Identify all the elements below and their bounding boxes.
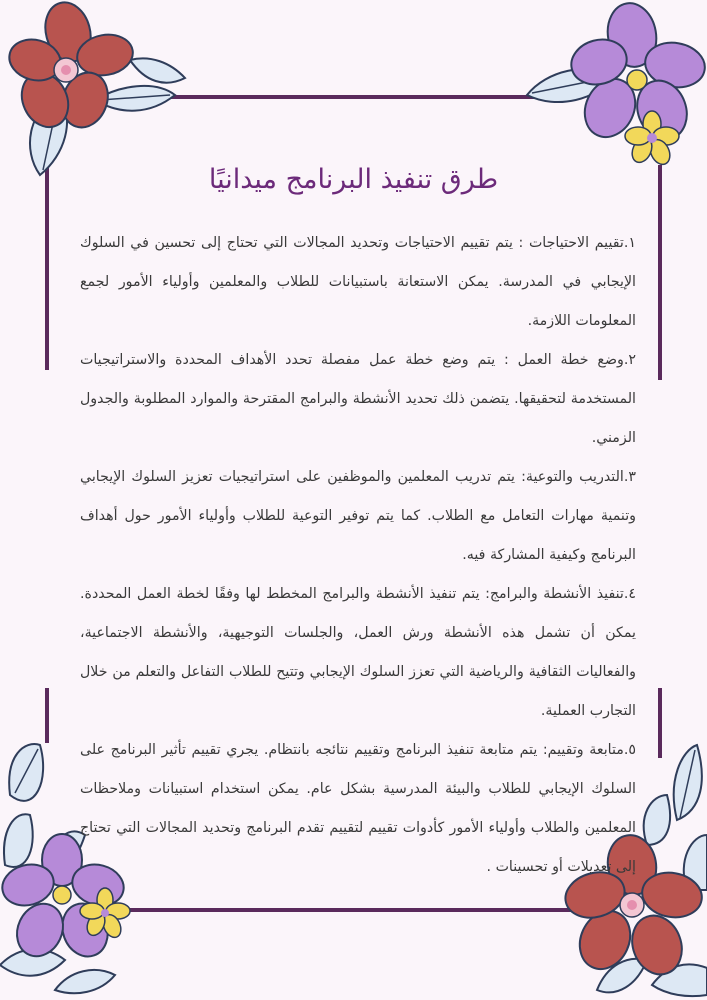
paragraph-follow-up-evaluation: ٥.متابعة وتقييم: يتم متابعة تنفيذ البرنامج وتقييم نتائجه بانتظام. يجري تقييم تأثير البرنامج على السلوك الإيجابي للطلاب والبيئة المدرسية بشكل عام. يمكن استخدام استبيانات وملاحظات المعلمين والطلاب وأولياء الأمور كأدوات تقييم لتقييم تقدم البرنامج وتحديد المجالات التي تحتاج إلى تعديلات أو تحسينات . [80, 742, 636, 875]
page-title: طرق تنفيذ البرنامج ميدانيًا [208, 164, 499, 195]
paragraph-action-plan: ٢.وضع خطة العمل : يتم وضع خطة عمل مفصلة تحدد الأهداف المحددة والاستراتيجيات المستخدمة لتحقيقها. يتضمن ذلك تحديد الأنشطة والبرامج المقترحة والموارد المطلوبة والجدول الزمني. [80, 352, 636, 446]
frame-line-bottom [130, 908, 585, 912]
paragraph-needs-assessment: ١.تقييم الاحتياجات : يتم تقييم الاحتياجات وتحديد المجالات التي تحتاج إلى تحسين في السلوك الإيجابي في المدرسة. يمكن الاستعانة باستبيانات للطلاب والمعلمين وأولياء الأمور لجمع المعلومات اللازمة. [80, 235, 636, 329]
frame-line-right-upper [658, 165, 662, 380]
body-text [80, 224, 636, 887]
paragraph-training-awareness: ٣.التدريب والتوعية: يتم تدريب المعلمين والموظفين على استراتيجيات تعزيز السلوك الإيجابي وتنمية مهارات التعامل مع الطلاب. كما يتم توفير التوعية للطلاب وأولياء الأمور حول أهداف البرنامج وكيفية المشاركة فيه. [80, 469, 636, 563]
paragraph-activities-programs: ٤.تنفيذ الأنشطة والبرامج: يتم تنفيذ الأنشطة والبرامج المخطط لها وفقًا لخطة العمل المحددة. يمكن أن تشمل هذه الأنشطة ورش العمل، والجلسات التوجيهية، والأنشطة الاجتماعية، والفعاليات الثقافية والرياضية التي تعزز السلوك الإيجابي وتتيح للطلاب التفاعل والتعلم من خلال التجارب العملية. [80, 586, 636, 719]
flower-decoration-top-left [0, 0, 200, 180]
flower-decoration-top-right [507, 0, 707, 175]
